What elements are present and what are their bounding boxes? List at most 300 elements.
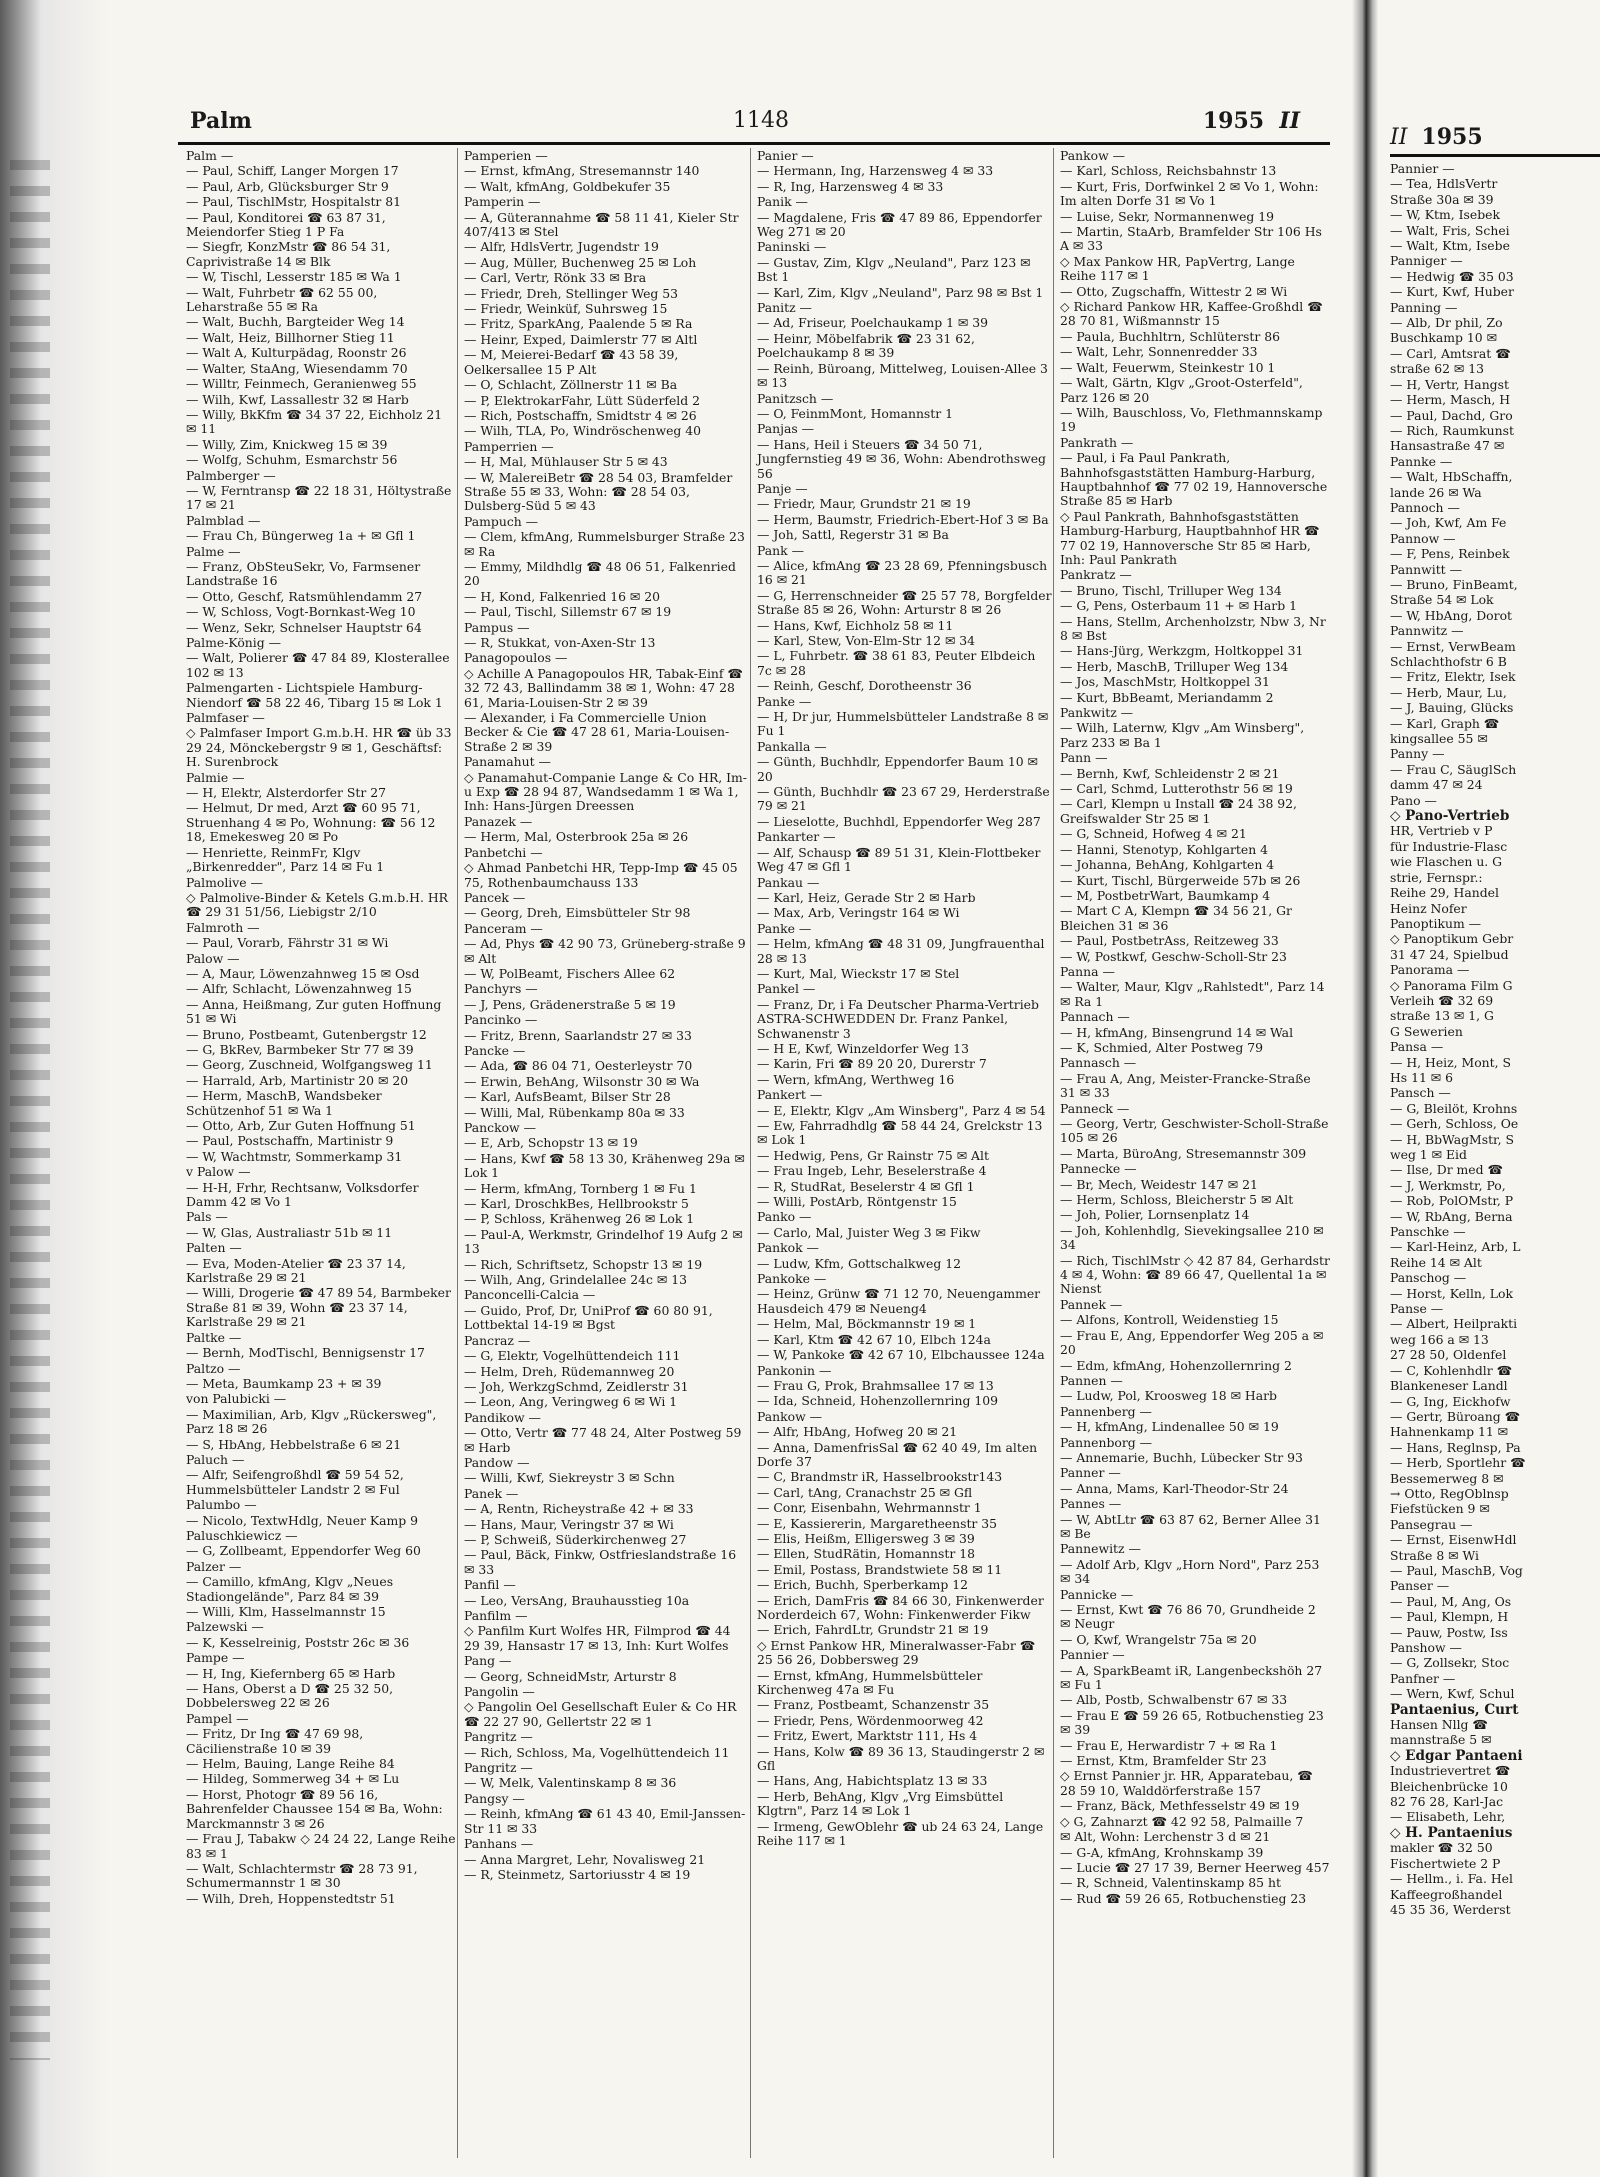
directory-entry: — Bruno, Postbeamt, Gutenbergstr 12 — [186, 1026, 427, 1042]
directory-entry: — Ernst, Ktm, Bramfelder Str 23 — [1060, 1753, 1267, 1769]
surname-heading: Paltzo — — [186, 1360, 241, 1376]
surname-heading: v Palow — — [186, 1164, 251, 1180]
surname-heading: Pankrath — — [1060, 434, 1134, 450]
surname-heading: Panna — — [1060, 963, 1115, 979]
directory-entry: — Frau G, Prok, Brahmsallee 17 ✉ 13 — [757, 1377, 994, 1393]
directory-entry: — Alexander, i Fa Commercielle Union Becker & Cie ☎ 47 28 61, Maria-Louisen-Straße 2 ✉ 39 — [464, 710, 730, 754]
directory-entry: — Walt, Schlachtermstr ☎ 28 73 91, Schumermannstr 1 ✉ 30 — [186, 1860, 418, 1891]
directory-entry: — R, Steinmetz, Sartoriusstr 4 ✉ 19 — [464, 1866, 691, 1882]
directory-entry: — Kurt, Fris, Dorfwinkel 2 ✉ Vo 1, Wohn: Im alten Dorfe 31 ✉ Vo 1 — [1060, 178, 1319, 209]
directory-entry: — Nicolo, TextwHdlg, Neuer Kamp 9 — [186, 1512, 419, 1528]
facing-page-entry: — Gerh, Schloss, Oe — [1390, 1116, 1519, 1132]
surname-heading: Palm — — [186, 148, 234, 163]
directory-entry: — W, PolBeamt, Fischers Allee 62 — [464, 965, 676, 981]
directory-entry: — Franz, Dr, i Fa Deutscher Pharma-Vertrieb ASTRA-SCHWEDDEN Dr. Franz Pankel, Schwanenstr 3 — [757, 996, 1039, 1041]
directory-entry: — Hans, Stellm, Archenholzstr, Nbw 3, Nr 8 ✉ Bst — [1060, 613, 1326, 643]
directory-entry: — Henriette, ReinmFr, Klgv „Birkenredder", Parz 14 ✉ Fu 1 — [186, 844, 385, 875]
directory-entry: — Gustav, Zim, Klgv „Neuland", Parz 123 ✉ Bst 1 — [757, 254, 1031, 285]
facing-page-entry: Panschog — — [1390, 1270, 1467, 1286]
facing-page-entry: Blankeneser Landl — [1390, 1378, 1508, 1394]
page-header — [178, 108, 1330, 145]
directory-entry: ◇ Palmolive-Binder & Ketels G.m.b.H. HR ☎ 29 31 51/56, Liebigstr 2/10 — [186, 889, 448, 920]
directory-entry: — Friedr, Weinküf, Suhrsweg 15 — [464, 301, 668, 317]
facing-page-entry: — Albert, Heilprakti — [1390, 1316, 1518, 1332]
directory-entry: — Wenz, Sekr, Schnelser Hauptstr 64 — [186, 619, 422, 635]
directory-entry: — Alf, Schausp ☎ 89 51 31, Klein-Flottbeker Weg 47 ✉ Gfl 1 — [757, 844, 1041, 875]
directory-column-4 — [1053, 148, 1330, 2158]
directory-entry: — Fritz, Ewert, Marktstr 111, Hs 4 — [757, 1728, 978, 1744]
surname-heading: Palmberger — — [186, 467, 276, 483]
directory-entry: — Herb, BehAng, Klgv „Vrg Eimsbüttel Klgtrn", Parz 14 ✉ Lok 1 — [757, 1788, 1004, 1819]
directory-entry: — A, Maur, Löwenzahnweg 15 ✉ Osd — [186, 965, 420, 981]
facing-page-entry: Panoptikum — — [1390, 915, 1482, 931]
facing-page-entry: straße 62 ✉ 13 — [1390, 361, 1484, 377]
directory-entry: — Reinh, Geschf, Dorotheenstr 36 — [757, 678, 972, 694]
directory-entry: — Hermann, Ing, Harzensweg 4 ✉ 33 — [757, 163, 994, 179]
facing-page-entry: — Walt, HbSchaffn, — [1390, 469, 1513, 485]
gutter-bleed-through — [10, 160, 50, 2060]
directory-entry: — Walter, Maur, Klgv „Rahlstedt", Parz 14 ✉ Ra 1 — [1060, 979, 1325, 1009]
surname-heading: Pankow — — [1060, 148, 1126, 163]
surname-heading: Pankoke — — [757, 1271, 827, 1287]
surname-heading: Palmblad — — [186, 512, 261, 528]
directory-entry: — G, Elektr, Vogelhüttendeich 111 — [464, 1348, 681, 1364]
directory-entry: — Walt, Buchh, Bargteider Weg 14 — [186, 314, 405, 330]
surname-heading: Paluch — — [186, 1451, 245, 1467]
directory-entry: — Heinr, Exped, Daimlerstr 77 ✉ Altl — [464, 331, 698, 347]
directory-entry: — Carl, Schmd, Lutterothstr 56 ✉ 19 — [1060, 781, 1293, 797]
facing-page-column — [1390, 162, 1600, 1918]
facing-page-entry: Panny — — [1390, 746, 1445, 762]
directory-entry: — Hildeg, Sommerweg 34 + ✉ Lu — [186, 1771, 400, 1787]
facing-page-entry: — Ernst, VerwBeam — [1390, 638, 1516, 654]
facing-page-entry: Panse — — [1390, 1301, 1444, 1317]
directory-entry: — Alice, kfmAng ☎ 23 28 69, Pfenningsbusch 16 ✉ 21 — [757, 557, 1048, 588]
directory-entry: — Lucie ☎ 27 17 39, Berner Heerweg 457 — [1060, 1859, 1330, 1875]
facing-page-entry: — Elisabeth, Lehr, — [1390, 1809, 1506, 1825]
surname-heading: Panko — — [757, 1209, 812, 1225]
directory-entry: — Frau E, Ang, Eppendorfer Weg 205 a ✉ 20 — [1060, 1327, 1324, 1358]
directory-entry: — Joh, Polier, Lornsenplatz 14 — [1060, 1207, 1250, 1223]
directory-entry: — Joh, Kohlenhdlg, Sievekingsallee 210 ✉ 34 — [1060, 1222, 1324, 1253]
directory-entry: — O, Kwf, Wrangelstr 75a ✉ 20 — [1060, 1631, 1257, 1647]
surname-heading: Palmolive — — [186, 874, 263, 890]
directory-entry: — Reinh, kfmAng ☎ 61 43 40, Emil-Janssen-Str 11 ✉ 33 — [464, 1806, 746, 1836]
facing-page-entry: — G, Zollsekr, Stoc — [1390, 1655, 1510, 1671]
directory-entry: — Frau E, Herwardistr 7 + ✉ Ra 1 — [1060, 1737, 1278, 1753]
header-section: II — [1279, 108, 1300, 134]
surname-heading: Panek — — [464, 1485, 519, 1501]
directory-entry: — Wolfg, Schuhm, Esmarchstr 56 — [186, 452, 398, 468]
directory-entry: — Paul, i Fa Paul Pankrath, Bahnhofsgaststätten Hamburg-Harburg, Hauptbahnhof ☎ 77 02 19, Hannoversche Straße 85 ✉ Harb — [1060, 450, 1328, 509]
directory-entry: — Alfr, HbAng, Hofweg 20 ✉ 21 — [757, 1424, 958, 1440]
directory-column-1 — [178, 148, 456, 2158]
directory-entry: — Anna Margret, Lehr, Novalisweg 21 — [464, 1851, 706, 1867]
directory-entry: — Herm, Baumstr, Friedrich-Ebert-Hof 3 ✉ Ba — [757, 511, 1049, 527]
surname-heading: Pamperin — — [464, 194, 541, 210]
facing-page-entry: Hahnenkamp 11 ✉ — [1390, 1424, 1509, 1440]
facing-page-entry: — Paul, M, Ang, Os — [1390, 1593, 1512, 1609]
directory-entry: — Georg, Vertr, Geschwister-Scholl-Straße 105 ✉ 26 — [1060, 1116, 1329, 1146]
directory-entry: — Ew, Fahrradhdlg ☎ 58 44 24, Grelckstr 13 ✉ Lok 1 — [757, 1118, 1043, 1148]
directory-entry: — Willy, Zim, Knickweg 15 ✉ 39 — [186, 436, 388, 452]
facing-page-entry: Straße 8 ✉ Wi — [1390, 1547, 1479, 1563]
facing-page-entry: — Walt, Fris, Schei — [1390, 222, 1510, 238]
facing-page-entry: ◇ Panorama Film G — [1390, 977, 1513, 993]
surname-heading: Pankel — — [757, 981, 816, 997]
facing-page-entry: Hs 11 ✉ 6 — [1390, 1069, 1454, 1085]
header-year-section — [1203, 108, 1300, 134]
facing-page-entry: wie Flaschen u. G — [1390, 854, 1503, 870]
directory-entry: — Martin, StaArb, Bramfelder Str 106 Hs A ✉ 33 — [1060, 224, 1322, 254]
surname-heading: Pampe — — [186, 1650, 245, 1666]
directory-entry: — Wern, kfmAng, Werthweg 16 — [757, 1071, 955, 1087]
facing-page-entry: — H, Vertr, Hangst — [1390, 376, 1509, 392]
directory-entry: — S, HbAng, Hebbelstraße 6 ✉ 21 — [186, 1436, 402, 1452]
directory-entry: — Siegfr, KonzMstr ☎ 86 54 31, Caprivistraße 14 ✉ Blk — [186, 239, 391, 269]
directory-entry: — H, Kond, Falkenried 16 ✉ 20 — [464, 588, 660, 604]
facing-page-entry: straße 13 ✉ 1, G — [1390, 1008, 1494, 1024]
directory-entry: — Bernh, Kwf, Schleidenstr 2 ✉ 21 — [1060, 765, 1280, 781]
directory-entry: ◇ G, Zahnarzt ☎ 42 92 58, Palmaille 7 — [1060, 1813, 1304, 1829]
directory-entry: — Paul, Schiff, Langer Morgen 17 — [186, 163, 399, 179]
surname-heading: Panjas — — [757, 421, 815, 437]
directory-entry: — Frau Ch, Büngerweg 1a + ✉ Gfl 1 — [186, 528, 416, 544]
facing-page-entry: 82 76 28, Karl-Jac — [1390, 1794, 1504, 1810]
facing-page-entry: damm 47 ✉ 24 — [1390, 777, 1483, 793]
directory-columns — [178, 148, 1330, 2158]
directory-entry: — Franz, ObSteuSekr, Vo, Farmsener Landstraße 16 — [186, 558, 421, 589]
directory-entry: — E, Elektr, Klgv „Am Winsberg", Parz 4 ✉ 54 — [757, 1102, 1046, 1118]
directory-entry: — P, Schloss, Krähenweg 26 ✉ Lok 1 — [464, 1211, 695, 1227]
directory-entry: — Carl, tAng, Cranachstr 25 ✉ Gfl — [757, 1484, 973, 1500]
surname-heading: Panceram — — [464, 920, 543, 936]
directory-entry: — Heinr, Möbelfabrik ☎ 23 31 62, Poelchaukamp 8 ✉ 39 — [757, 330, 975, 361]
surname-heading: Paninski — — [757, 239, 827, 255]
facing-page-entry: Panorama — — [1390, 962, 1470, 978]
directory-entry: — Max, Arb, Veringstr 164 ✉ Wi — [757, 905, 960, 921]
facing-page-entry: Kaffeegroßhandel — [1390, 1886, 1503, 1902]
directory-entry: — Anna, Heißmang, Zur guten Hoffnung 51 ✉ Wi — [186, 996, 442, 1027]
directory-entry: — W, Melk, Valentinskamp 8 ✉ 36 — [464, 1775, 677, 1791]
facing-page-entry: Pansegrau — — [1390, 1516, 1473, 1532]
facing-page-entry: — J, Werkmstr, Po, — [1390, 1177, 1506, 1193]
facing-page-entry: Pannoch — — [1390, 499, 1460, 515]
directory-column-3 — [750, 148, 1053, 2158]
facing-page-entry: — Joh, Kwf, Am Fe — [1390, 515, 1507, 531]
surname-heading: Pancke — — [464, 1042, 526, 1058]
directory-entry: — Wilh, Bauschloss, Vo, Flethmannskamp 19 — [1060, 404, 1323, 435]
facing-page-entry: — Kurt, Kwf, Huber — [1390, 284, 1514, 300]
directory-entry: — A, Güterannahme ☎ 58 11 41, Kieler Str 407/413 ✉ Stel — [464, 209, 739, 240]
directory-entry: — Ad, Friseur, Poelchaukamp 1 ✉ 39 — [757, 315, 988, 331]
directory-entry: — Alfr, HdlsVertr, Jugendstr 19 — [464, 239, 659, 255]
facing-page-entry: Pannke — — [1390, 453, 1453, 469]
directory-entry: — Friedr, Dreh, Stellinger Weg 53 — [464, 285, 679, 301]
directory-entry: — Wilh, Dreh, Hoppenstedtstr 51 — [186, 1890, 396, 1906]
directory-entry: — W, MalereiBetr ☎ 28 54 03, Bramfelder Straße 55 ✉ 33, Wohn: ☎ 28 54 03, Dulsberg-Süd 5 ✉ 43 — [464, 469, 733, 514]
facing-page-entry: — Hans, Reglnsp, Pa — [1390, 1439, 1521, 1455]
directory-entry: — A, SparkBeamt iR, Langenbeckshöh 27 ✉ Fu 1 — [1060, 1662, 1323, 1693]
directory-entry: — Wilh, Laternw, Klgv „Am Winsberg", Parz 233 ✉ Ba 1 — [1060, 720, 1305, 750]
directory-entry: — Willi, PostArb, Röntgenstr 15 — [757, 1194, 957, 1210]
facing-page-entry: — Karl-Heinz, Arb, L — [1390, 1239, 1521, 1255]
directory-entry: — Walter, StaAng, Wiesendamm 70 — [186, 360, 408, 376]
surname-heading: Panchyrs — — [464, 981, 538, 997]
directory-entry: — W, Tischl, Lesserstr 185 ✉ Wa 1 — [186, 269, 402, 285]
directory-entry: — Horst, Photogr ☎ 89 56 16, Bahrenfelder Chaussee 154 ✉ Ba, Wohn: Marckmannstr 3 ✉ 26 — [186, 1786, 443, 1831]
surname-heading: Panitz — — [757, 300, 812, 316]
directory-entry: — P, ElektrokarFahr, Lütt Süderfeld 2 — [464, 392, 701, 408]
directory-entry: — E, Kassiererin, Margaretheenstr 35 — [757, 1515, 998, 1531]
directory-entry: — W, Ferntransp ☎ 22 18 31, Höltystraße 17 ✉ 21 — [186, 482, 452, 513]
directory-entry: — Maximilian, Arb, Klgv „Rückersweg", Parz 18 ✉ 26 — [186, 1406, 437, 1437]
facing-page-entry: Panser — — [1390, 1578, 1450, 1594]
directory-entry: — W, Wachtmstr, Sommerkamp 31 — [186, 1148, 403, 1164]
surname-heading: Pamperrien — — [464, 438, 554, 454]
facing-page-entry: Fiefstücken 9 ✉ — [1390, 1501, 1490, 1517]
surname-heading: Pampel — — [186, 1710, 249, 1726]
directory-entry: ◇ Panamahut-Companie Lange & Co HR, Im- u Exp ☎ 28 94 87, Wandsedamm 1 ✉ Wa 1, Inh: Hans-Jürgen Dreessen — [464, 769, 747, 814]
directory-entry: — Harrald, Arb, Martinistr 20 ✉ 20 — [186, 1072, 409, 1088]
facing-page-entry: — Rich, Raumkunst — [1390, 422, 1514, 438]
directory-entry: ◇ Pangolin Oel Gesellschaft Euler & Co HR ☎ 22 27 90, Gellertstr 22 ✉ 1 — [464, 1699, 737, 1729]
directory-entry: — Ida, Schneid, Hohenzollernring 109 — [757, 1393, 999, 1409]
surname-heading: Panner — — [1060, 1465, 1121, 1481]
directory-entry: — Eva, Moden-Atelier ☎ 23 37 14, Karlstraße 29 ✉ 21 — [186, 1255, 406, 1286]
directory-entry: — Ad, Phys ☎ 42 90 73, Grüneberg-straße 9 ✉ Alt — [464, 936, 746, 966]
directory-entry: — Paula, Buchhltrn, Schlüterstr 86 — [1060, 328, 1280, 344]
directory-entry: — P, Schweiß, Süderkirchenweg 27 — [464, 1531, 687, 1547]
surname-heading: Pank — — [757, 542, 804, 558]
facing-page-entry: HR, Vertrieb v P — [1390, 823, 1493, 839]
facing-page-entry: ◇ Panoptikum Gebr — [1390, 931, 1514, 947]
directory-entry: — W, AbtLtr ☎ 63 87 62, Berner Allee 31 ✉ Be — [1060, 1511, 1321, 1541]
directory-entry: — Guido, Prof, Dr, UniProf ☎ 60 80 91, Lottbektal 14-19 ✉ Bgst — [464, 1302, 713, 1333]
surname-heading: Panfilm — — [464, 1608, 528, 1623]
facing-page-entry: Reihe 14 ✉ Alt — [1390, 1254, 1482, 1270]
surname-heading: Pannier — — [1060, 1647, 1125, 1663]
directory-entry: — H E, Kwf, Winzeldorfer Weg 13 — [757, 1040, 969, 1056]
surname-heading: Pann — — [1060, 750, 1108, 766]
directory-entry: — Hanni, Stenotyp, Kohlgarten 4 — [1060, 841, 1269, 857]
facing-page-entry: für Industrie-Flasc — [1390, 838, 1508, 854]
directory-entry: ✉ Alt, Wohn: Lerchenstr 3 d ✉ 21 — [1060, 1829, 1271, 1845]
directory-entry: — Anna, Mams, Karl-Theodor-Str 24 — [1060, 1480, 1289, 1496]
directory-entry: — Helm, Bauing, Lange Reihe 84 — [186, 1756, 395, 1772]
directory-entry: — Hedwig, Pens, Gr Rainstr 75 ✉ Alt — [757, 1147, 989, 1163]
surname-heading: Panier — — [757, 148, 814, 163]
directory-entry: — Paul-A, Werkmstr, Grindelhof 19 Aufg 2 ✉ 13 — [464, 1226, 743, 1257]
directory-entry: — Paul, Bäck, Finkw, Ostfrieslandstraße 16 ✉ 33 — [464, 1547, 737, 1577]
facing-page-entry: Panning — — [1390, 299, 1458, 315]
directory-entry: — Frau E ☎ 59 26 65, Rotbuchenstieg 23 ✉ 39 — [1060, 1707, 1324, 1738]
directory-entry: — Fritz, Brenn, Saarlandstr 27 ✉ 33 — [464, 1027, 692, 1043]
surname-heading: Panbetchi — — [464, 844, 543, 860]
surname-heading: Pannek — — [1060, 1296, 1123, 1312]
facing-page-entry: — Herm, Masch, H — [1390, 392, 1511, 408]
surname-heading: Pankow — — [757, 1408, 823, 1424]
directory-entry: — H, kfmAng, Binsengrund 14 ✉ Wal — [1060, 1024, 1294, 1040]
directory-entry: ◇ Max Pankow HR, PapVertrg, Lange Reihe 117 ✉ 1 — [1060, 253, 1295, 284]
facing-page-entry: — W, HbAng, Dorot — [1390, 607, 1513, 623]
facing-page-entry: — Alb, Dr phil, Zo — [1390, 315, 1503, 331]
directory-entry: — Kurt, Mal, Wieckstr 17 ✉ Stel — [757, 965, 960, 981]
directory-entry: — Herm, kfmAng, Tornberg 1 ✉ Fu 1 — [464, 1180, 697, 1196]
directory-entry: — Erich, FahrdLtr, Grundstr 21 ✉ 19 — [757, 1622, 989, 1638]
directory-entry: — R, Stukkat, von-Axen-Str 13 — [464, 635, 656, 650]
directory-entry: — Reinh, Büroang, Mittelweg, Louisen-Allee 3 ✉ 13 — [757, 360, 1048, 391]
directory-entry: — Günth, Buchhdlr ☎ 23 67 29, Herderstraße 79 ✉ 21 — [757, 784, 1050, 814]
facing-page-entry: Pansch — — [1390, 1085, 1451, 1101]
directory-entry: — Friedr, Pens, Wördenmoorweg 42 — [757, 1712, 984, 1728]
directory-entry: — Ada, ☎ 86 04 71, Oesterleystr 70 — [464, 1058, 693, 1074]
directory-entry: — C, Brandmstr iR, Hasselbrookstr143 — [757, 1469, 1003, 1485]
directory-entry: — Ludw, Kfm, Gottschalkweg 12 — [757, 1255, 961, 1271]
directory-entry: — Bruno, Tischl, Trilluper Weg 134 — [1060, 582, 1282, 598]
directory-entry: — R, StudRat, Beselerstr 4 ✉ Gfl 1 — [757, 1178, 975, 1194]
directory-entry: Palmengarten - Lichtspiele Hamburg-Niendorf ☎ 58 22 46, Tibarg 15 ✉ Lok 1 — [186, 680, 443, 710]
directory-entry: — Frau A, Ang, Meister-Francke-Straße 31 ✉ 33 — [1060, 1070, 1311, 1101]
directory-entry: — Herm, MaschB, Wandsbeker Schützenhof 51 ✉ Wa 1 — [186, 1088, 382, 1118]
directory-column-2 — [457, 148, 750, 2158]
directory-entry: — Helm, Dreh, Rüdemannweg 20 — [464, 1363, 675, 1379]
surname-heading: Pangritz — — [464, 1760, 533, 1776]
surname-heading: Palumbo — — [186, 1497, 257, 1513]
facing-page-entry: 31 47 24, Spielbud — [1390, 946, 1509, 962]
facing-page-entry: — Tea, HdlsVertr — [1390, 176, 1498, 192]
surname-heading: Pandikow — — [464, 1409, 541, 1425]
directory-entry: — Hans, Ang, Habichtsplatz 13 ✉ 33 — [757, 1773, 988, 1789]
facing-page-entry: Pannwitz — — [1390, 623, 1464, 639]
directory-entry: ◇ Ernst Pankow HR, Mineralwasser-Fabr ☎ 25 56 26, Dobbersweg 29 — [757, 1637, 1036, 1668]
directory-entry: — Kurt, BbBeamt, Meriandamm 2 — [1060, 689, 1274, 705]
directory-entry: — Walt, Heiz, Billhorner Stieg 11 — [186, 329, 395, 345]
surname-heading: Paluschkiewicz — — [186, 1527, 298, 1543]
page-gutter-shadow — [0, 0, 108, 2177]
directory-entry: — Georg, SchneidMstr, Arturstr 8 — [464, 1668, 677, 1684]
directory-entry: — Emmy, Mildhdlg ☎ 48 06 51, Falkenried 20 — [464, 558, 736, 589]
directory-entry: — Karl, Zim, Klgv „Neuland", Parz 98 ✉ Bst 1 — [757, 284, 1044, 300]
directory-entry: — Marta, BüroAng, Stresemannstr 309 — [1060, 1145, 1307, 1161]
facing-page-header — [1390, 124, 1600, 157]
directory-entry: — Wilh, Ang, Grindelallee 24c ✉ 13 — [464, 1272, 688, 1288]
facing-page-entry: — W, RbAng, Berna — [1390, 1208, 1513, 1224]
directory-entry: — W, Pankoke ☎ 42 67 10, Elbchaussee 124a — [757, 1347, 1045, 1363]
surname-heading: Panke — — [757, 693, 812, 709]
directory-entry: — Walt, Fuhrbetr ☎ 62 55 00, Leharstraße 55 ✉ Ra — [186, 284, 378, 315]
directory-entry: — R, Schneid, Valentinskamp 85 ht — [1060, 1875, 1281, 1891]
directory-entry: — Erwin, BehAng, Wilsonstr 30 ✉ Wa — [464, 1073, 700, 1089]
facing-page-entry: — Herb, Maur, Lu, — [1390, 684, 1507, 700]
surname-heading: Pals — — [186, 1209, 228, 1225]
directory-entry: — Clem, kfmAng, Rummelsburger Straße 23 ✉ Ra — [464, 529, 745, 559]
directory-entry: — Willtr, Feinmech, Geranienweg 55 — [186, 376, 417, 392]
directory-entry: — Johanna, BehAng, Kohlgarten 4 — [1060, 857, 1275, 873]
facing-page-entry: Bessemerweg 8 ✉ — [1390, 1470, 1504, 1486]
directory-entry: — Edm, kfmAng, Hohenzollernring 2 — [1060, 1357, 1292, 1373]
facing-page-entry: — Paul, MaschB, Vog — [1390, 1562, 1523, 1578]
surname-heading: Pampuch — — [464, 513, 539, 529]
surname-heading: Paltke — — [186, 1329, 242, 1345]
directory-entry: — Walt, Feuerwm, Steinkestr 10 1 — [1060, 359, 1276, 375]
facing-page-entry: Buschkamp 10 ✉ — [1390, 330, 1497, 346]
directory-entry: — Karin, Fri ☎ 89 20 20, Durerstr 7 — [757, 1056, 987, 1072]
facing-page-entry: Bleichenbrücke 10 — [1390, 1778, 1508, 1794]
facing-page-entry: Heinz Nofer — [1390, 900, 1467, 916]
surname-heading: Panconcelli-Calcia — — [464, 1287, 596, 1303]
surname-heading: Pankratz — — [1060, 567, 1132, 583]
surname-heading: Pankau — — [757, 874, 820, 890]
facing-page-entry: kingsallee 55 ✉ — [1390, 731, 1488, 747]
facing-page-entry: — Horst, Kelln, Lok — [1390, 1285, 1513, 1301]
facing-page-entry: 45 35 36, Werderst — [1390, 1901, 1511, 1917]
surname-heading: Palten — — [186, 1240, 242, 1256]
facing-page-entry: strie, Fernspr.: — [1390, 869, 1483, 885]
facing-page-entry: Panschke — — [1390, 1224, 1466, 1240]
surname-heading: Pangritz — — [464, 1729, 533, 1745]
directory-entry: — Rich, TischlMstr ◇ 42 87 84, Gerhardstr 4 ✉ 4, Wohn: ☎ 89 66 47, Quellental 1a ✉ Nienst — [1060, 1252, 1330, 1297]
directory-entry: — Bernh, ModTischl, Bennigsenstr 17 — [186, 1345, 425, 1361]
directory-entry: — H, Mal, Mühlauser Str 5 ✉ 43 — [464, 454, 668, 470]
directory-entry: — A, Rentn, Richeystraße 42 + ✉ 33 — [464, 1501, 694, 1517]
surname-heading: Pang — — [464, 1653, 512, 1669]
directory-entry: — Conr, Eisenbahn, Wehrmannstr 1 — [757, 1500, 982, 1516]
directory-entry: — L, Fuhrbetr. ☎ 38 61 83, Peuter Elbdeich 7c ✉ 28 — [757, 648, 1036, 678]
directory-entry: — Willy, BkKfm ☎ 34 37 22, Eichholz 21 ✉ 11 — [186, 406, 443, 437]
facing-page-entry: Schlachthofstr 6 B — [1390, 654, 1507, 669]
directory-entry: — Walt, Gärtn, Klgv „Groot-Osterfeld", Parz 126 ✉ 20 — [1060, 375, 1303, 405]
facing-page-entry: — Pauw, Postw, Iss — [1390, 1624, 1508, 1640]
directory-entry: — Hans, Heil i Steuers ☎ 34 50 71, Jungfernstieg 49 ✉ 36, Wohn: Abendrothsweg 56 — [757, 436, 1046, 481]
directory-entry: — M, PostbetrWart, Baumkamp 4 — [1060, 887, 1271, 903]
facing-page-entry: makler ☎ 32 50 — [1390, 1840, 1493, 1856]
directory-entry: — Rud ☎ 59 26 65, Rotbuchenstieg 23 — [1060, 1890, 1307, 1906]
directory-entry: — Karl, AufsBeamt, Bilser Str 28 — [464, 1089, 671, 1105]
directory-entry: — Otto, Zugschaffn, Wittestr 2 ✉ Wi — [1060, 283, 1288, 299]
directory-entry: — O, Schlacht, Zöllnerstr 11 ✉ Ba — [464, 377, 678, 393]
directory-entry: — Franz, Postbeamt, Schanzenstr 35 — [757, 1697, 990, 1713]
surname-heading: Pandow — — [464, 1454, 530, 1470]
facing-page-entry: — Herb, Sportlehr ☎ — [1390, 1455, 1526, 1471]
directory-entry: — Frau J, Tabakw ◇ 24 24 22, Lange Reihe 83 ✉ 1 — [186, 1831, 456, 1861]
facing-page-entry: — Paul, Dachd, Gro — [1390, 407, 1513, 423]
surname-heading: Pankarter — — [757, 829, 836, 845]
facing-header-year: 1955 — [1421, 124, 1483, 150]
directory-entry: — Frau Ingeb, Lehr, Beselerstraße 4 — [757, 1163, 987, 1179]
facing-page-entry: — G, Ing, Eickhofw — [1390, 1393, 1511, 1409]
surname-heading: Panik — — [757, 194, 808, 210]
directory-entry: — Otto, Vertr ☎ 77 48 24, Alter Postweg 59 ✉ Harb — [464, 1425, 742, 1455]
directory-entry: — R, Ing, Harzensweg 4 ✉ 33 — [757, 178, 944, 194]
directory-entry: — Paul, TischlMstr, Hospitalstr 81 — [186, 194, 402, 210]
facing-page-entry: — C, Kohlenhdlr ☎ — [1390, 1362, 1513, 1378]
directory-entry: — Meta, Baumkamp 23 + ✉ 39 — [186, 1375, 382, 1391]
facing-page-entry: Verleih ☎ 32 69 — [1390, 992, 1494, 1008]
directory-entry: — Erich, DamFris ☎ 84 66 30, Finkenwerder Norderdeich 67, Wohn: Finkenwerder Fikw — [757, 1592, 1044, 1622]
directory-entry: ◇ Palmfaser Import G.m.b.H. HR ☎ üb 33 29 24, Mönckebergstr 9 ✉ 1, Geschäftsf: H. Surenbrock — [186, 725, 452, 770]
facing-page-entry: — H, Heiz, Mont, S — [1390, 1054, 1511, 1070]
facing-page-entry: 27 28 50, Oldenfel — [1390, 1347, 1507, 1363]
facing-page-entry: ◇ Edgar Pantaeni — [1390, 1747, 1523, 1764]
facing-page-entry: — Bruno, FinBeamt, — [1390, 576, 1518, 592]
surname-heading: Panckow — — [464, 1120, 536, 1135]
surname-heading: Pancek — — [464, 889, 526, 905]
surname-heading: Pannen — — [1060, 1372, 1123, 1388]
facing-page-entry: Hansen Nllg ☎ — [1390, 1717, 1488, 1733]
surname-heading: Panfil — — [464, 1577, 516, 1593]
surname-heading: Panhans — — [464, 1836, 534, 1852]
